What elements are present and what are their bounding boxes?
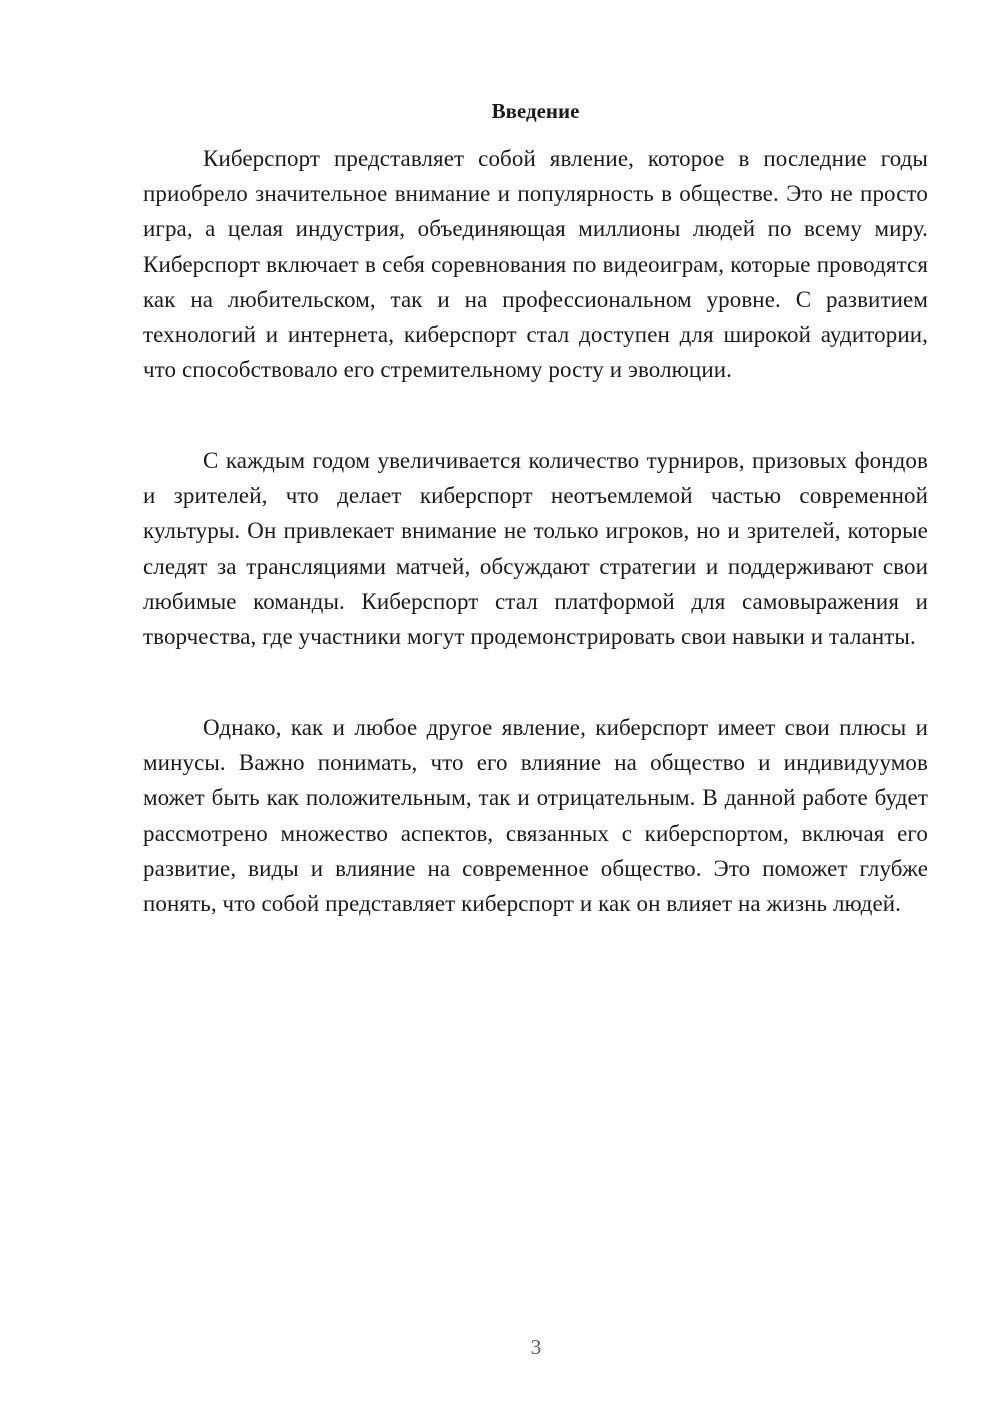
paragraph-2: С каждым годом увеличивается количество турниров, призовых фондов и зрителей, что делает киберспорт неотъемлемой частью современной культуры. Он привлекает внимание не только игроков, но и зрителей, которые следят за трансляциями матчей, обсуждают стратегии и поддерживают свои любимые команды. Киберспорт стал платформой для самовыражения и творчества, где участники могут продемонстрировать свои навыки и таланты.: [143, 448, 928, 650]
page-title: Введение: [491, 99, 580, 123]
paragraph-1: Киберспорт представляет собой явление, которое в последние годы приобрело значительное внимание и популярность в обществе. Это не просто игра, а целая индустрия, объединяющая миллионы людей по всему миру. Киберспорт включает в себя соревнования по видеоиграм, которые проводятся как на любительском, так и на профессиональном уровне. С развитием технологий и интернета, киберспорт стал доступен для широкой аудитории, что способствовало его стремительному росту и эволюции.: [143, 146, 928, 383]
paragraph-3: Однако, как и любое другое явление, киберспорт имеет свои плюсы и минусы. Важно понимать, что его влияние на общество и индивидуумов может быть как положительным, так и отрицательным. В данной работе будет рассмотрено множество аспектов, связанных с киберспортом, включая его развитие, виды и влияние на современное общество. Это поможет глубже понять, что собой представляет киберспорт и как он влияет на жизнь людей.: [143, 715, 928, 917]
page-number: 3: [530, 1335, 542, 1359]
